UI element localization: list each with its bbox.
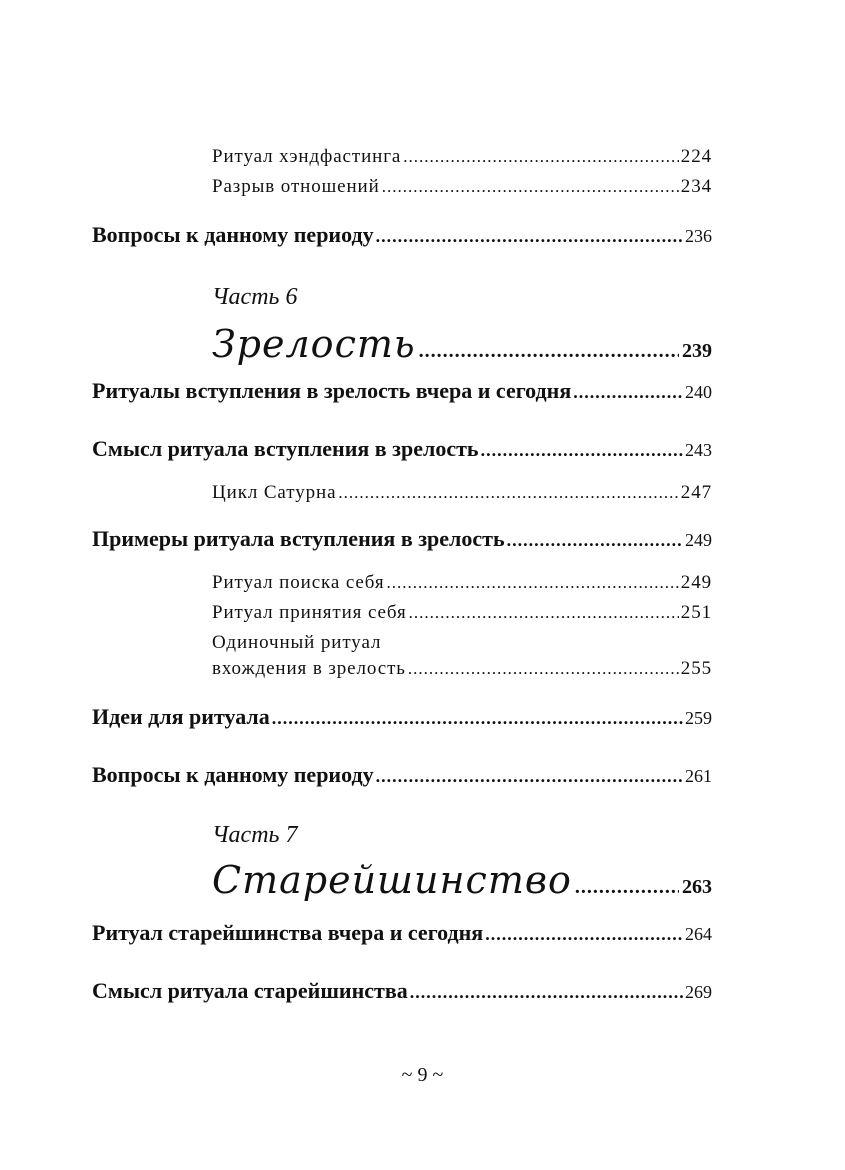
entry-page: 269: [685, 982, 712, 1002]
dot-leader: [575, 876, 679, 899]
part-title: Зрелость: [212, 322, 416, 366]
toc-entry-maturity-examples: [92, 526, 712, 552]
toc-entry-elder-meaning: [92, 978, 712, 1004]
dot-leader: [382, 177, 679, 197]
entry-page: 236: [685, 226, 712, 246]
part-page: 239: [682, 340, 712, 362]
dot-leader: [481, 440, 683, 461]
part-title-row: [212, 858, 712, 902]
entry-title: Ритуалы вступления в зрелость вчера и сегодня: [92, 378, 572, 403]
toc-entry-questions-1: [92, 222, 712, 248]
entry-page: 249: [685, 530, 712, 550]
entry-page: 234: [680, 176, 712, 197]
dot-leader: [507, 530, 683, 551]
entry-title: Ритуал поиска себя: [212, 572, 385, 593]
entry-title: Вопросы к данному периоду: [92, 222, 374, 247]
toc-entry-maturity-rituals: [92, 378, 712, 404]
entry-page: 243: [685, 440, 712, 460]
entry-title: Ритуал принятия себя: [212, 602, 407, 623]
entry-title-line2: вхождения в зрелость: [212, 658, 406, 679]
toc-entry-saturn-cycle: [212, 482, 712, 504]
entry-page: 261: [685, 766, 712, 786]
dot-leader: [376, 226, 683, 247]
dot-leader: [485, 924, 683, 945]
entry-page: 251: [680, 602, 712, 623]
entry-page: 249: [680, 572, 712, 593]
entry-title: Смысл ритуала старейшинства: [92, 978, 408, 1003]
dot-leader: [419, 340, 679, 363]
part-page: 263: [682, 876, 712, 898]
entry-title: Разрыв отношений: [212, 176, 380, 197]
entry-title: Примеры ритуала вступления в зрелость: [92, 526, 505, 551]
dot-leader: [338, 483, 678, 503]
toc-entry-questions-2: [92, 762, 712, 788]
part-title: Старейшинство: [212, 858, 572, 902]
dot-leader: [408, 659, 679, 679]
entry-page: 264: [685, 924, 712, 944]
toc-entry-solo-ritual: [212, 632, 712, 680]
dot-leader: [403, 147, 679, 167]
dot-leader: [272, 708, 683, 729]
entry-page: 255: [680, 658, 712, 679]
entry-page: 224: [680, 146, 712, 167]
entry-title: Идеи для ритуала: [92, 704, 270, 729]
entry-page: 259: [685, 708, 712, 728]
dot-leader: [410, 982, 683, 1003]
dot-leader: [387, 573, 679, 593]
entry-title: Смысл ритуала вступления в зрелость: [92, 436, 479, 461]
part-label: Часть 6: [212, 284, 298, 310]
entry-page: 240: [685, 382, 712, 402]
entry-page: 247: [680, 482, 712, 503]
toc-entry-maturity-meaning: [92, 436, 712, 462]
entry-title-line1: Одиночный ритуал: [212, 632, 382, 653]
toc-entry-self-acceptance: [212, 602, 712, 624]
toc-entry-ritual-ideas: [92, 704, 712, 730]
toc-entry-breakup: [212, 176, 712, 198]
page-number: ~ 9 ~: [401, 1064, 444, 1086]
dot-leader: [376, 766, 683, 787]
dot-leader: [409, 603, 679, 623]
dot-leader: [573, 382, 683, 403]
entry-title: Цикл Сатурна: [212, 482, 337, 503]
part-label: Часть 7: [212, 822, 298, 848]
entry-title: Вопросы к данному периоду: [92, 762, 374, 787]
toc-entry-self-search: [212, 572, 712, 594]
entry-title: Ритуал старейшинства вчера и сегодня: [92, 920, 484, 945]
part-title-row: [212, 322, 712, 366]
entry-title: Ритуал хэндфастинга: [212, 146, 402, 167]
toc-entry-handfasting: [212, 146, 712, 168]
toc-entry-elder-rituals: [92, 920, 712, 946]
